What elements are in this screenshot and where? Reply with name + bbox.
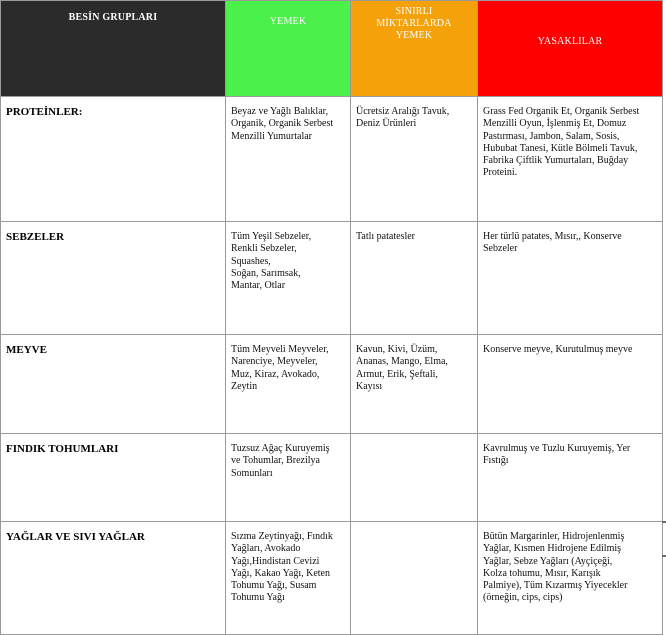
cell-limited: Kavun, Kivi, Üzüm, Ananas, Mango, Elma, Armut, Erik, Şeftali, Kayısı [351, 335, 478, 434]
cell-forbidden: Grass Fed Organik Et, Organik Serbest Menzilli Oyun, İşlenmiş Et, Domuz Pastırması, Jambon, Salam, Sosis, Hububat Tanesi, Kütle Bölmeli Tavuk, Fabrika Çiftlik Yumurtaları, Buğday Proteini. [478, 97, 663, 222]
row-group-proteins: PROTEİNLER: [1, 97, 226, 222]
row-group-fruit: MEYVE [1, 335, 226, 434]
cell-eat: Beyaz ve Yağlı Balıklar, Organik, Organik Serbest Menzilli Yumurtalar [226, 97, 351, 222]
cell-eat: Sızma Zeytinyağı, Fındık Yağları, Avokado Yağı,Hindistan Cevizi Yağı, Kakao Yağı, Keten Tohumu Yağı, Susam Tohumu Yağı [226, 522, 351, 635]
table-row [1, 222, 663, 335]
header-food-groups-label: BESİN GRUPLARI [68, 12, 158, 23]
cell-forbidden: Konserve meyve, Kurutulmuş meyve [478, 335, 663, 434]
table-row [1, 97, 663, 222]
cell-limited [351, 522, 478, 635]
row-group-fats-oils: YAĞLAR VE SIVI YAĞLAR [1, 522, 226, 635]
cell-forbidden: Bütün Margarinler, Hidrojenlenmiş Yağlar, Kısmen Hidrojene Edilmiş Yağlar, Sebze Yağları (Ayçiçeği, Kolza tohumu, Mısır, Karışık Palmiye), Tüm Kızarmış Yiyecekler (örneğin, cips, cips) [478, 522, 663, 635]
row-group-nuts-seeds: FINDIK TOHUMLARI [1, 434, 226, 522]
header-forbidden [478, 1, 663, 97]
header-forbidden-label: YASAKLILAR [537, 36, 603, 47]
table-row [1, 335, 663, 434]
header-row [1, 1, 663, 97]
header-eat [226, 1, 351, 97]
cell-eat: Tuzsuz Ağaç Kuruyemiş ve Tohumlar, Brezilya Somunları [226, 434, 351, 522]
header-eat-label: YEMEK [269, 16, 307, 27]
cell-limited [351, 434, 478, 522]
header-food-groups [1, 1, 226, 97]
edge-mark [662, 555, 666, 557]
cell-forbidden: Her türlü patates, Mısır,, Konserve Sebzeler [478, 222, 663, 335]
cell-limited: Tatlı patatesler [351, 222, 478, 335]
cell-forbidden: Kavrulmuş ve Tuzlu Kuruyemiş, Yer Fıstığı [478, 434, 663, 522]
edge-mark [662, 521, 666, 523]
cell-limited: Ücretsiz Aralığı Tavuk, Deniz Ürünleri [351, 97, 478, 222]
cell-eat: Tüm Yeşil Sebzeler, Renkli Sebzeler, Squashes, Soğan, Sarımsak, Mantar, Otlar [226, 222, 351, 335]
header-limited [351, 1, 478, 97]
header-limited-label: SINIRLI MİKTARLARDA YEMEK [376, 6, 452, 41]
table-row [1, 434, 663, 522]
row-group-vegetables: SEBZELER [1, 222, 226, 335]
table-row [1, 522, 663, 635]
cell-eat: Tüm Meyveli Meyveler, Narenciye, Meyveler, Muz, Kiraz, Avokado, Zeytin [226, 335, 351, 434]
